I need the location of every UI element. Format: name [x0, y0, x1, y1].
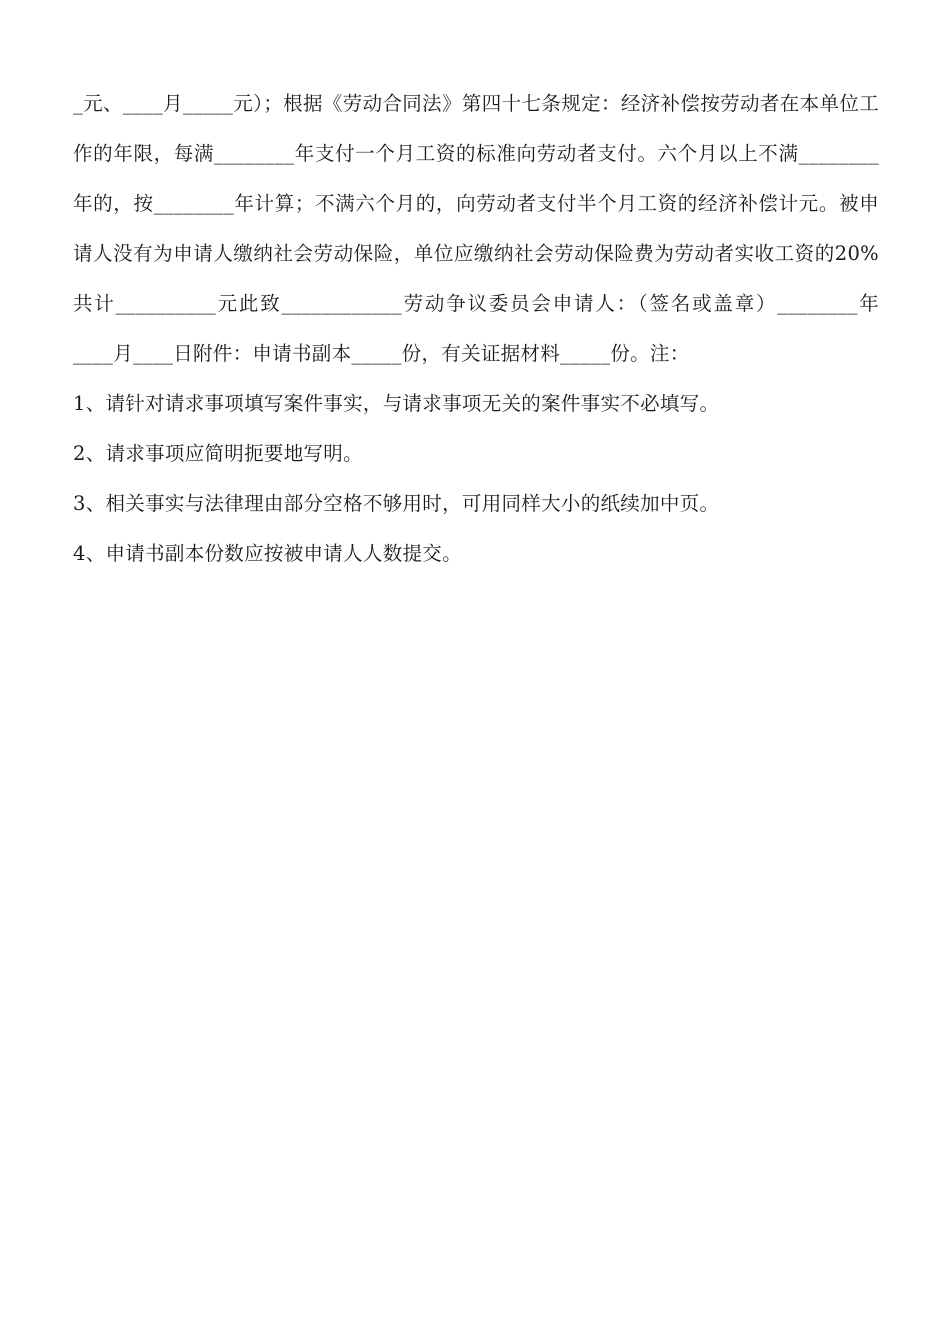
- document-page: [73, 79, 879, 579]
- note-item-3: 3、相关事实与法律理由部分空格不够用时，可用同样大小的纸续加中页。: [73, 492, 720, 515]
- note-item-2: 2、请求事项应简明扼要地写明。: [73, 442, 363, 465]
- note-item-1: 1、请针对请求事项填写案件事实，与请求事项无关的案件事实不必填写。: [73, 392, 720, 415]
- main-paragraph: _元、____月_____元）；根据《劳动合同法》第四十七条规定：经济补偿按劳动者在本单位工作的年限，每满________年支付一个月工资的标准向劳动者支付。六个月以上不满________年的，按________年计算；不满六个月的，向劳动者支付半个月工资的经济补偿计元。被申请人没有为申请人缴纳社会劳动保险，单位应缴纳社会劳动保险费为劳动者实收工资的20%共计__________元此致____________劳动争议委员会申请人：（签名或盖章）________年____月____日附件：申请书副本_____份，有关证据材料_____份。注：: [73, 92, 879, 365]
- notes-list: [73, 379, 879, 579]
- note-item-4: 4、申请书副本份数应按被申请人人数提交。: [73, 542, 462, 565]
